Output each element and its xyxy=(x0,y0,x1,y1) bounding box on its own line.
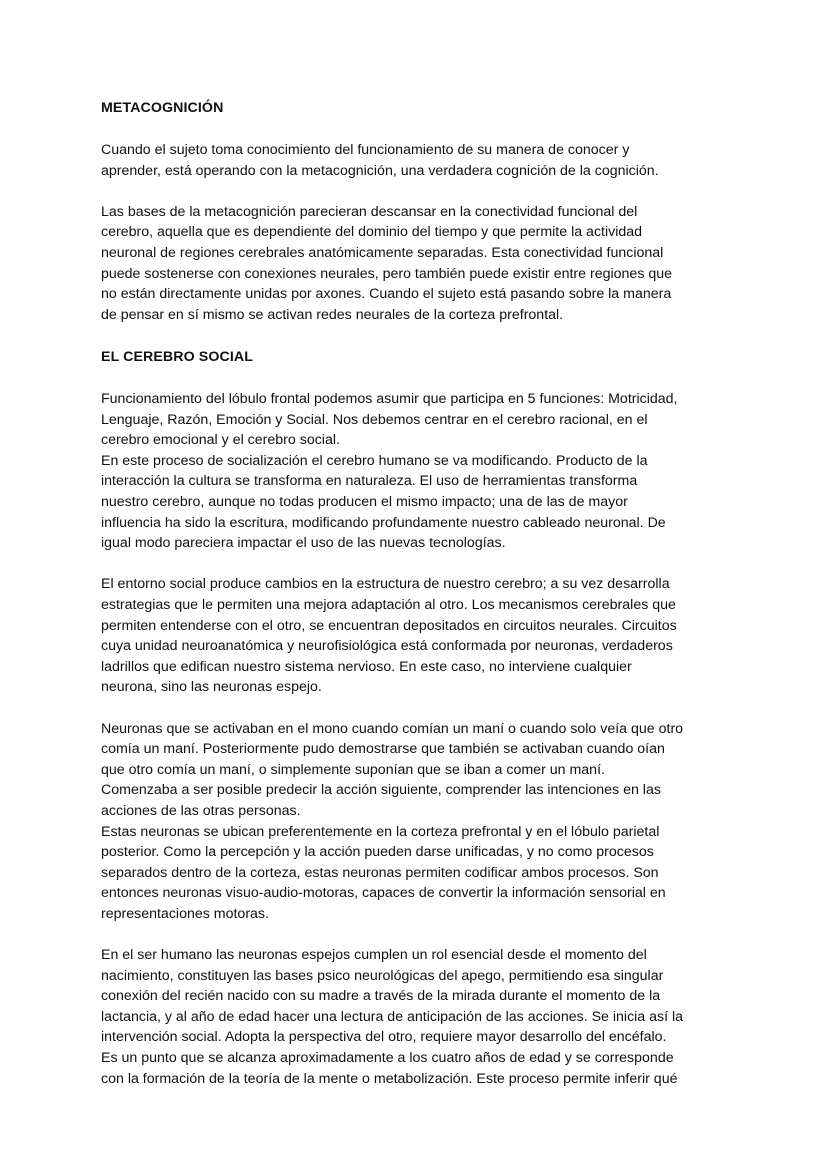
text-line: En este proceso de socialización el cerebro humano se va modificando. Producto de la xyxy=(101,452,648,469)
text-line: no están directamente unidas por axones. Cuando el sujeto está pasando sobre la manera xyxy=(101,286,672,303)
paragraph xyxy=(101,389,731,554)
text-line: permiten entenderse con el otro, se encuentran depositados en circuitos neurales. Circuitos xyxy=(101,617,677,634)
section-heading: EL CEREBRO SOCIAL xyxy=(101,348,253,365)
text-line: comía un maní. Posteriormente pudo demostrarse que también se activaban cuando oían xyxy=(101,741,665,758)
text-line: neuronal de regiones cerebrales anatómicamente separadas. Esta conectividad funcional xyxy=(101,245,664,262)
text-line: Lenguaje, Razón, Emoción y Social. Nos debemos centrar en el cerebro racional, en el xyxy=(101,411,648,428)
text-line: acciones de las otras personas. xyxy=(101,802,301,819)
paragraph xyxy=(101,719,731,925)
text-line: ladrillos que edifican nuestro sistema nervioso. En este caso, no interviene cualquier xyxy=(101,658,632,675)
text-line: cerebro emocional y el cerebro social. xyxy=(101,432,340,449)
text-line: posterior. Como la percepción y la acción pueden darse unificadas, y no como procesos xyxy=(101,844,654,861)
text-line: nuestro cerebro, aunque no todas producen el mismo impacto; una de las de mayor xyxy=(101,494,628,510)
text-line: Comenzaba a ser posible predecir la acción siguiente, comprender las intenciones en las xyxy=(101,782,661,799)
text-line: Es un punto que se alcanza aproximadamente a los cuatro años de edad y se corresponde xyxy=(101,1050,674,1067)
text-line: igual modo pareciera impactar el uso de las nuevas tecnologías. xyxy=(101,535,506,552)
text-line: aprender, está operando con la metacognición, una verdadera cognición de la cognición. xyxy=(101,162,659,179)
text-line: neurona, sino las neuronas espejo. xyxy=(101,679,322,696)
text-line: lactancia, y al año de edad hacer una lectura de anticipación de las acciones. Se inicia así la xyxy=(101,1008,684,1025)
text-line: En el ser humano las neuronas espejos cumplen un rol esencial desde el momento del xyxy=(101,947,647,964)
text-line: nacimiento, constituyen las bases psico neurológicas del apego, permitiendo esa singular xyxy=(101,967,664,984)
text-line: conexión del recién nacido con su madre a través de la mirada durante el momento de la xyxy=(101,988,661,1005)
text-line: de pensar en sí mismo se activan redes neurales de la corteza prefrontal. xyxy=(101,306,564,323)
text-line: influencia ha sido la escritura, modificando profundamente nuestro cableado neuronal. De xyxy=(101,514,666,531)
text-line: Funcionamiento del lóbulo frontal podemos asumir que participa en 5 funciones: Motricidad, xyxy=(101,391,678,408)
text-line: puede sostenerse con conexiones neurales, pero también puede existir entre regiones que xyxy=(101,265,673,282)
text-line: Estas neuronas se ubican preferentemente en la corteza prefrontal y en el lóbulo parietal xyxy=(101,823,660,840)
text-line: que otro comía un maní, o simplemente suponían que se iban a comer un maní. xyxy=(101,761,605,778)
section-heading: METACOGNICIÓN xyxy=(101,100,224,116)
text-line: interacción la cultura se transforma en naturaleza. El uso de herramientas transforma xyxy=(101,473,638,490)
paragraph xyxy=(101,574,731,698)
text-line: cerebro, aquella que es dependiente del dominio del tiempo y que permite la actividad xyxy=(101,224,643,241)
text-line: estrategias que le permiten una mejora adaptación al otro. Los mecanismos cerebrales que xyxy=(101,596,676,613)
text-line: Neuronas que se activaban en el mono cuando comían un maní o cuando solo veía que otro xyxy=(101,720,684,737)
text-line: Las bases de la metacognición parecieran descansar en la conectividad funcional del xyxy=(101,203,638,220)
text-line: El entorno social produce cambios en la estructura de nuestro cerebro; a su vez desarrolla xyxy=(101,576,670,593)
text-line: intervención social. Adopta la perspectiva del otro, requiere mayor desarrollo del encéfalo. xyxy=(101,1029,667,1046)
text-line: cuya unidad neuroanatómica y neurofisiológica está conformada por neuronas, verdaderos xyxy=(101,638,673,655)
text-line: con la formación de la teoría de la mente o metabolización. Este proceso permite inferir qué xyxy=(101,1070,678,1087)
text-line: Cuando el sujeto toma conocimiento del funcionamiento de su manera de conocer y xyxy=(101,142,630,159)
text-line: separados dentro de la corteza, estas neuronas permiten codificar ambos procesos. Son xyxy=(101,864,659,881)
paragraph xyxy=(101,140,731,181)
text-line: representaciones motoras. xyxy=(101,905,269,922)
paragraph xyxy=(101,202,731,326)
paragraph xyxy=(101,945,731,1089)
text-line: entonces neuronas visuo-audio-motoras, capaces de convertir la información sensorial en xyxy=(101,885,666,902)
document-body xyxy=(101,98,731,1089)
